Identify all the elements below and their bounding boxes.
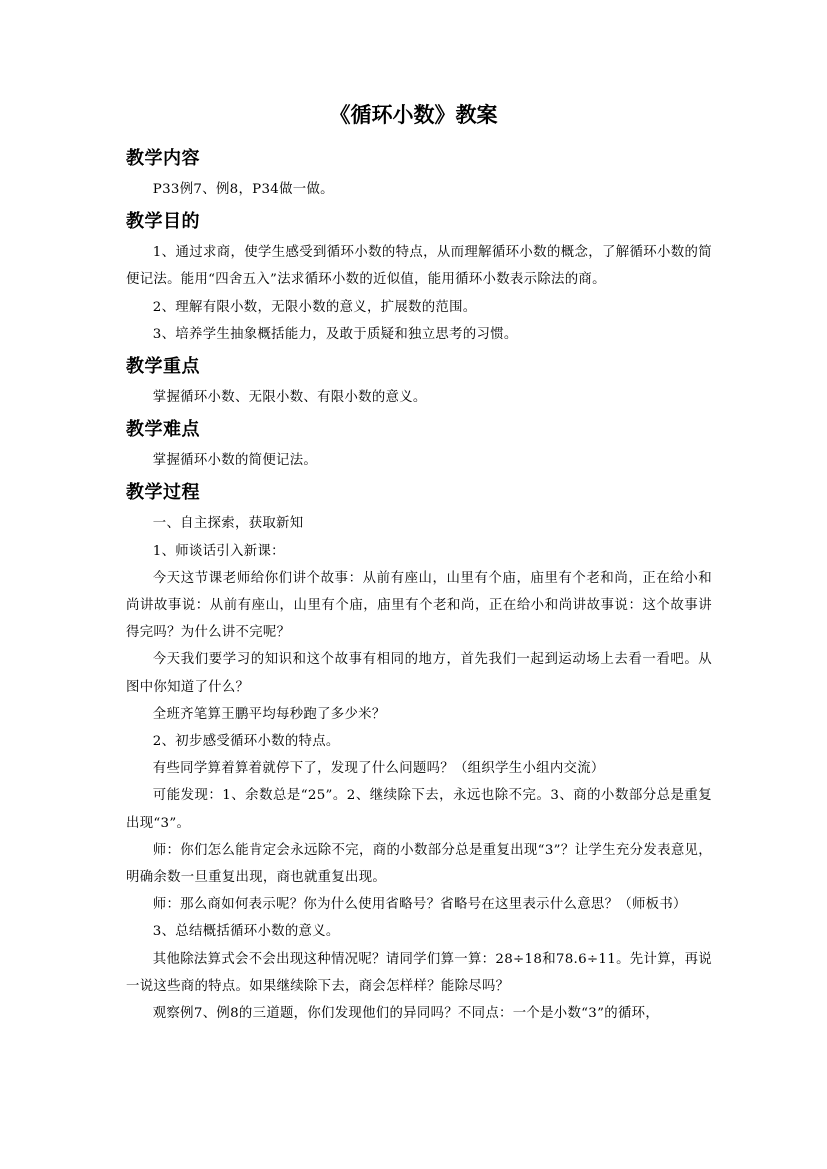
paragraph: 可能发现：1、余数总是“25”。2、继续除下去，永远也除不完。3、商的小数部分总是重复出现“3”。	[126, 788, 712, 831]
paragraph: 2、理解有限小数，无限小数的意义，扩展数的范围。	[152, 299, 477, 315]
paragraph: 今天这节课老师给你们讲个故事：从前有座山，山里有个庙，庙里有个老和尚，正在给小和尚讲故事说：从前有座山，山里有个庙，庙里有个老和尚，正在给小和尚讲故事说：这个故事讲得完吗？为什么讲不完呢？	[126, 570, 712, 641]
paragraph: 有些同学算着算着就停下了，发现了什么问题吗？（组织学生小组内交流）	[152, 761, 605, 777]
paragraph: 全班齐笔算王鹏平均每秒跑了多少米？	[152, 706, 386, 722]
section-heading-content: 教学内容	[126, 148, 200, 169]
section-heading-goals: 教学目的	[126, 211, 200, 233]
paragraph: 师：你们怎么能肯定会永远除不完，商的小数部分总是重复出现“3”？让学生充分发表意见，明确余数一旦重复出现，商也就重复出现。	[126, 842, 712, 886]
section-heading-process: 教学过程	[126, 482, 200, 504]
paragraph: P33例7、例8，P34做一做。	[152, 182, 334, 197]
section-heading-key-points: 教学重点	[126, 356, 200, 378]
paragraph: 师：那么商如何表示呢？你为什么使用省略号？省略号在这里表示什么意思？（师板书）	[152, 897, 687, 913]
paragraph: 观察例7、例8的三道题，你们发现他们的异同吗？不同点：一个是小数“3”的循环，	[152, 1006, 660, 1022]
paragraph: 1、师谈话引入新课：	[152, 543, 285, 559]
paragraph: 其他除法算式会不会出现这种情况呢？请同学们算一算：28÷18和78.6÷11。先计算，再说一说这些商的特点。如果继续除下去，商会怎样样？能除尽吗？	[126, 951, 712, 994]
document-title: 《循环小数》教案	[329, 103, 498, 127]
paragraph: 1、通过求商，使学生感受到循环小数的特点，从而理解循环小数的概念，了解循环小数的简便记法。能用“四舍五入”法求循环小数的近似值，能用循环小数表示除法的商。	[126, 245, 712, 288]
document-body	[126, 140, 712, 1027]
section-heading-difficulties: 教学难点	[126, 419, 200, 441]
paragraph: 3、培养学生抽象概括能力，及敢于质疑和独立思考的习惯。	[152, 326, 518, 342]
paragraph: 2、初步感受循环小数的特点。	[152, 734, 340, 750]
paragraph: 掌握循环小数、无限小数、有限小数的意义。	[152, 390, 427, 406]
paragraph: 掌握循环小数的简便记法。	[152, 453, 318, 469]
paragraph: 一、自主探索，获取新知	[152, 516, 304, 532]
paragraph: 今天我们要学习的知识和这个故事有相同的地方，首先我们一起到运动场上去看一看吧。从图中你知道了什么？	[126, 652, 712, 695]
paragraph: 3、总结概括循环小数的意义。	[152, 924, 340, 940]
